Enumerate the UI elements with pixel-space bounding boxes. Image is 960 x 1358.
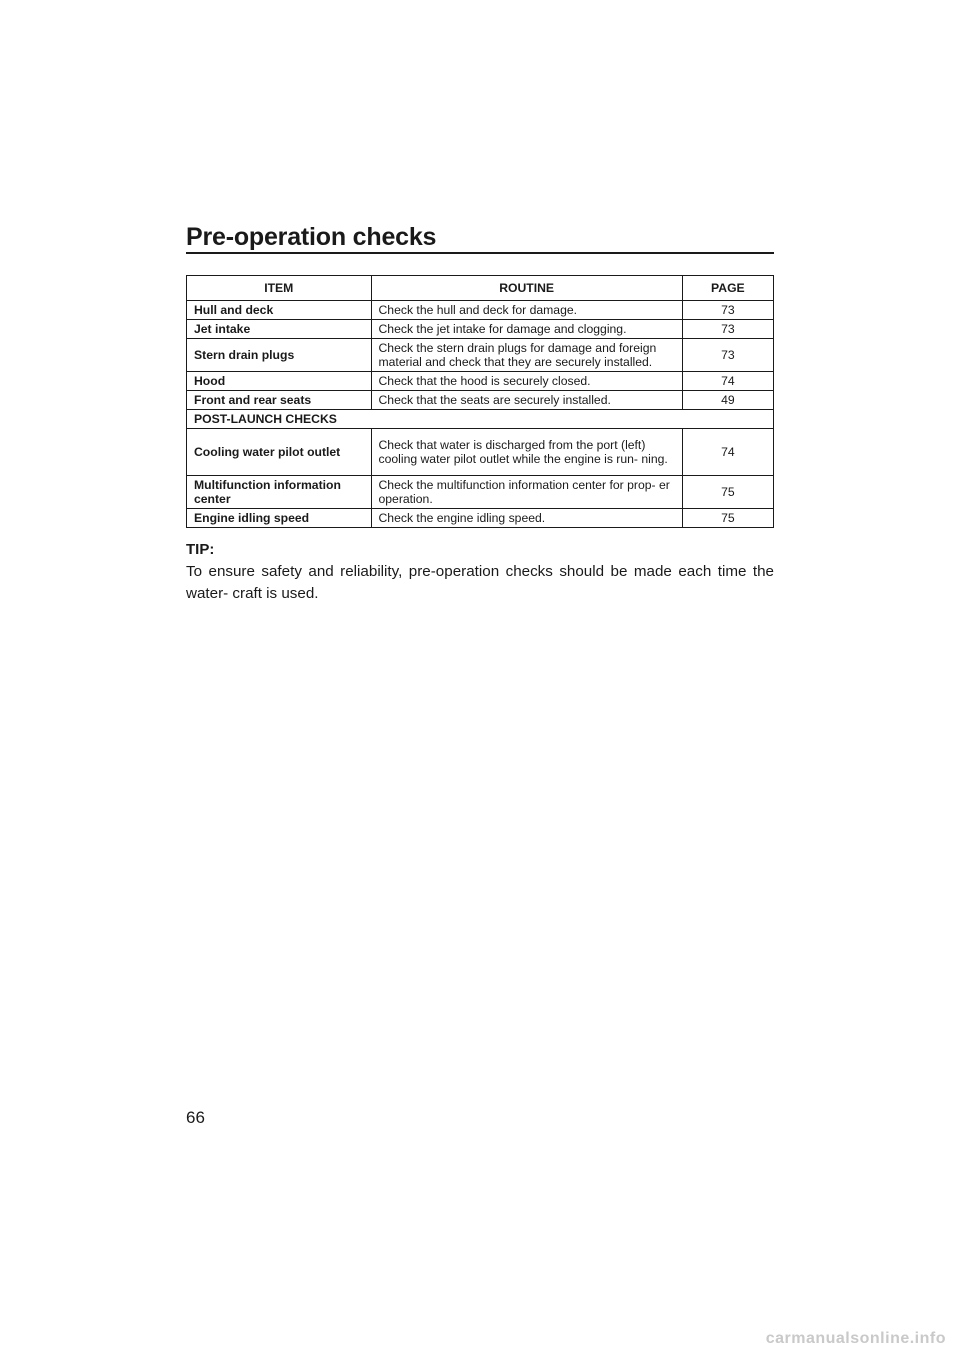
table-row [187, 391, 774, 410]
title-divider [186, 252, 774, 254]
tip-text: To ensure safety and reliability, pre-operation checks should be made each time the water- craft is used. [186, 563, 774, 602]
column-header-page: PAGE [682, 276, 773, 301]
row-routine: Check that the hood is securely closed. [371, 372, 682, 391]
table-row [187, 320, 774, 339]
row-page: 74 [682, 429, 773, 476]
pre-operation-checks-table [186, 275, 774, 528]
section-heading: POST-LAUNCH CHECKS [187, 410, 774, 429]
column-header-routine: ROUTINE [371, 276, 682, 301]
row-routine: Check the engine idling speed. [371, 509, 682, 528]
row-item: Hull and deck [187, 301, 372, 320]
table-row [187, 372, 774, 391]
row-item: Front and rear seats [187, 391, 372, 410]
section-row [187, 410, 774, 429]
row-routine: Check the jet intake for damage and clogging. [371, 320, 682, 339]
row-item: Jet intake [187, 320, 372, 339]
table-header-row [187, 276, 774, 301]
tip-heading: TIP: [186, 541, 215, 558]
row-page: 73 [682, 301, 773, 320]
row-item: Cooling water pilot outlet [187, 429, 372, 476]
row-page: 75 [682, 476, 773, 509]
table-row [187, 339, 774, 372]
row-routine: Check the stern drain plugs for damage and foreign material and check that they are securely installed. [371, 339, 682, 372]
row-routine: Check that the seats are securely installed. [371, 391, 682, 410]
row-item: Stern drain plugs [187, 339, 372, 372]
column-header-item: ITEM [187, 276, 372, 301]
row-item: Multifunction information center [187, 476, 372, 509]
row-page: 75 [682, 509, 773, 528]
row-page: 74 [682, 372, 773, 391]
watermark: carmanualsonline.info [765, 1330, 946, 1347]
row-page: 49 [682, 391, 773, 410]
row-routine: Check the hull and deck for damage. [371, 301, 682, 320]
row-page: 73 [682, 339, 773, 372]
page-title: Pre-operation checks [186, 223, 437, 251]
row-page: 73 [682, 320, 773, 339]
table-row [187, 509, 774, 528]
row-routine: Check that water is discharged from the port (left) cooling water pilot outlet while the engine is run- ning. [371, 429, 682, 476]
table-row [187, 301, 774, 320]
table-row [187, 476, 774, 509]
row-item: Engine idling speed [187, 509, 372, 528]
page-number: 66 [186, 1108, 205, 1127]
row-routine: Check the multifunction information center for prop- er operation. [371, 476, 682, 509]
row-item: Hood [187, 372, 372, 391]
table-row [187, 429, 774, 476]
